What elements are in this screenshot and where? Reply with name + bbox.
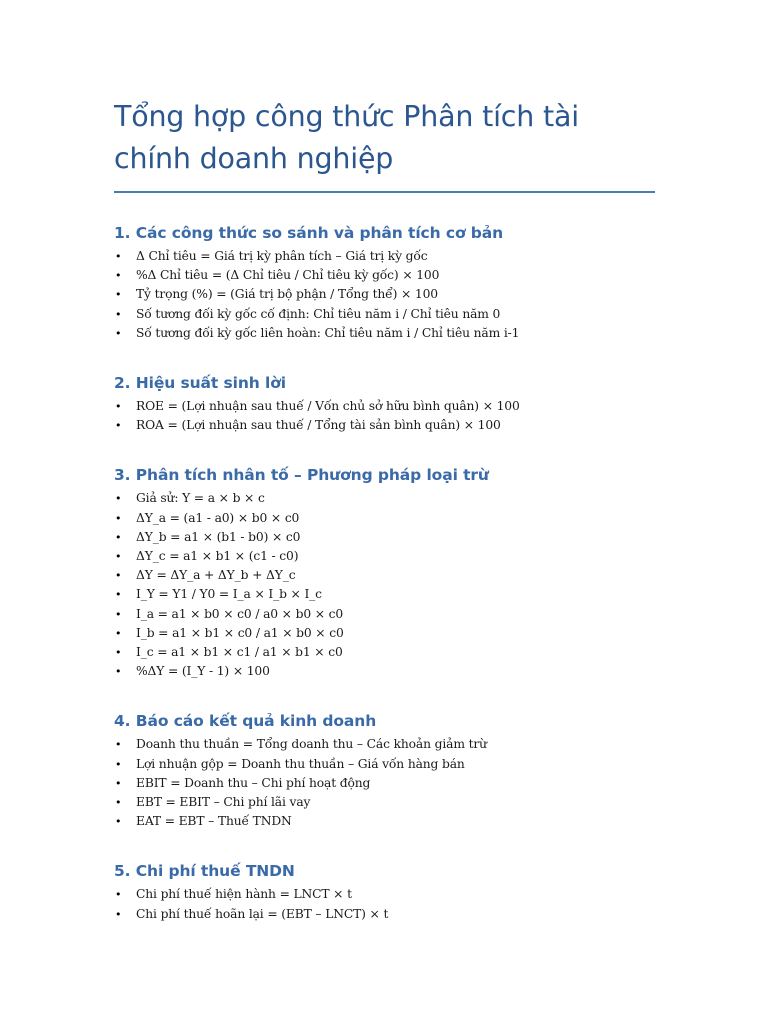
list-item bbox=[114, 662, 654, 681]
section-2 bbox=[114, 372, 654, 435]
bullet-icon: • bbox=[115, 796, 122, 810]
list-item-text: I_b = a1 × b1 × c0 / a1 × b0 × c0 bbox=[136, 625, 344, 640]
list-item-text: Δ Chỉ tiêu = Giá trị kỳ phân tích – Giá trị kỳ gốc bbox=[136, 249, 428, 263]
list-item bbox=[114, 489, 654, 508]
formula-list bbox=[114, 247, 654, 343]
section-heading: 3. Phân tích nhân tố – Phương pháp loại trừ bbox=[114, 466, 489, 485]
section-heading: 5. Chi phí thuế TNDN bbox=[114, 862, 295, 881]
bullet-icon: • bbox=[115, 326, 122, 340]
list-item bbox=[114, 885, 654, 904]
section-4 bbox=[114, 710, 654, 831]
list-item-text: Số tương đối kỳ gốc liên hoàn: Chỉ tiêu năm i / Chỉ tiêu năm i-1 bbox=[136, 325, 520, 340]
sections-container bbox=[114, 222, 654, 924]
bullet-icon: • bbox=[115, 888, 122, 902]
list-item bbox=[114, 285, 654, 304]
bullet-icon: • bbox=[115, 511, 122, 525]
list-item-text: Tỷ trọng (%) = (Giá trị bộ phận / Tổng thể) × 100 bbox=[136, 287, 438, 302]
bullet-icon: • bbox=[115, 665, 122, 679]
section-heading: 4. Báo cáo kết quả kinh doanh bbox=[114, 712, 377, 731]
title-underline bbox=[114, 191, 655, 193]
list-item-text: EBT = EBIT – Chi phí lãi vay bbox=[136, 795, 311, 810]
list-item bbox=[114, 793, 654, 812]
list-item bbox=[114, 755, 654, 774]
list-item-text: Chi phí thuế hiện hành = LNCT × t bbox=[136, 887, 352, 902]
list-item-text: EAT = EBT – Thuế TNDN bbox=[136, 814, 292, 829]
formula-list bbox=[114, 735, 654, 831]
list-item-text: ΔY_a = (a1 - a0) × b0 × c0 bbox=[136, 510, 300, 525]
bullet-icon: • bbox=[115, 646, 122, 660]
bullet-icon: • bbox=[115, 776, 122, 790]
list-item-text: ROE = (Lợi nhuận sau thuế / Vốn chủ sở hữu bình quân) × 100 bbox=[136, 399, 520, 414]
list-item bbox=[114, 735, 654, 754]
bullet-icon: • bbox=[115, 400, 122, 414]
bullet-icon: • bbox=[115, 569, 122, 583]
list-item bbox=[114, 905, 654, 924]
list-item-text: Doanh thu thuần = Tổng doanh thu – Các khoản giảm trừ bbox=[136, 737, 487, 752]
list-item bbox=[114, 774, 654, 793]
list-item-text: Lợi nhuận gộp = Doanh thu thuần – Giá vốn hàng bán bbox=[136, 756, 465, 771]
list-item bbox=[114, 416, 654, 435]
list-item-text: ROA = (Lợi nhuận sau thuế / Tổng tài sản bình quân) × 100 bbox=[136, 418, 501, 433]
list-item bbox=[114, 643, 654, 662]
formula-list bbox=[114, 885, 654, 923]
list-item-text: I_a = a1 × b0 × c0 / a0 × b0 × c0 bbox=[136, 606, 344, 621]
list-item bbox=[114, 605, 654, 624]
list-item bbox=[114, 305, 654, 324]
list-item-text: EBIT = Doanh thu – Chi phí hoạt động bbox=[136, 775, 371, 790]
list-item bbox=[114, 324, 654, 343]
formula-list bbox=[114, 489, 654, 681]
list-item-text: ΔY_b = a1 × (b1 - b0) × c0 bbox=[136, 529, 301, 544]
section-1 bbox=[114, 222, 654, 343]
list-item-text: %Δ Chỉ tiêu = (Δ Chỉ tiêu / Chỉ tiêu kỳ gốc) × 100 bbox=[136, 268, 440, 283]
bullet-icon: • bbox=[115, 307, 122, 321]
bullet-icon: • bbox=[115, 419, 122, 433]
bullet-icon: • bbox=[115, 269, 122, 283]
bullet-icon: • bbox=[115, 492, 122, 506]
list-item bbox=[114, 585, 654, 604]
bullet-icon: • bbox=[115, 550, 122, 564]
bullet-icon: • bbox=[115, 626, 122, 640]
section-5 bbox=[114, 860, 654, 923]
section-3 bbox=[114, 464, 654, 681]
list-item-text: Chi phí thuế hoãn lại = (EBT – LNCT) × t bbox=[136, 906, 389, 921]
section-heading: 2. Hiệu suất sinh lời bbox=[114, 374, 287, 393]
bullet-icon: • bbox=[115, 738, 122, 752]
bullet-icon: • bbox=[115, 288, 122, 302]
list-item bbox=[114, 509, 654, 528]
list-item bbox=[114, 566, 654, 585]
list-item-text: ΔY = ΔY_a + ΔY_b + ΔY_c bbox=[136, 568, 296, 583]
list-item bbox=[114, 624, 654, 643]
formula-list bbox=[114, 397, 654, 435]
bullet-icon: • bbox=[115, 250, 122, 263]
list-item bbox=[114, 397, 654, 416]
document-title: Tổng hợp công thức Phân tích tài chính doanh nghiệp bbox=[114, 100, 579, 175]
list-item-text: I_c = a1 × b1 × c1 / a1 × b1 × c0 bbox=[136, 645, 343, 660]
list-item bbox=[114, 547, 654, 566]
list-item-text: %ΔY = (I_Y - 1) × 100 bbox=[136, 664, 270, 679]
list-item bbox=[114, 812, 654, 831]
list-item-text: Giả sử: Y = a × b × c bbox=[136, 491, 265, 506]
bullet-icon: • bbox=[115, 607, 122, 621]
list-item-text: ΔY_c = a1 × b1 × (c1 - c0) bbox=[136, 549, 299, 564]
section-heading: 1. Các công thức so sánh và phân tích cơ bản bbox=[114, 224, 504, 242]
bullet-icon: • bbox=[115, 530, 122, 544]
list-item bbox=[114, 266, 654, 285]
bullet-icon: • bbox=[115, 815, 122, 829]
bullet-icon: • bbox=[115, 757, 122, 771]
list-item-text: I_Y = Y1 / Y0 = I_a × I_b × I_c bbox=[136, 587, 322, 602]
bullet-icon: • bbox=[115, 588, 122, 602]
list-item bbox=[114, 528, 654, 547]
bullet-icon: • bbox=[115, 907, 122, 921]
list-item bbox=[114, 247, 654, 266]
list-item-text: Số tương đối kỳ gốc cố định: Chỉ tiêu năm i / Chỉ tiêu năm 0 bbox=[136, 306, 501, 321]
